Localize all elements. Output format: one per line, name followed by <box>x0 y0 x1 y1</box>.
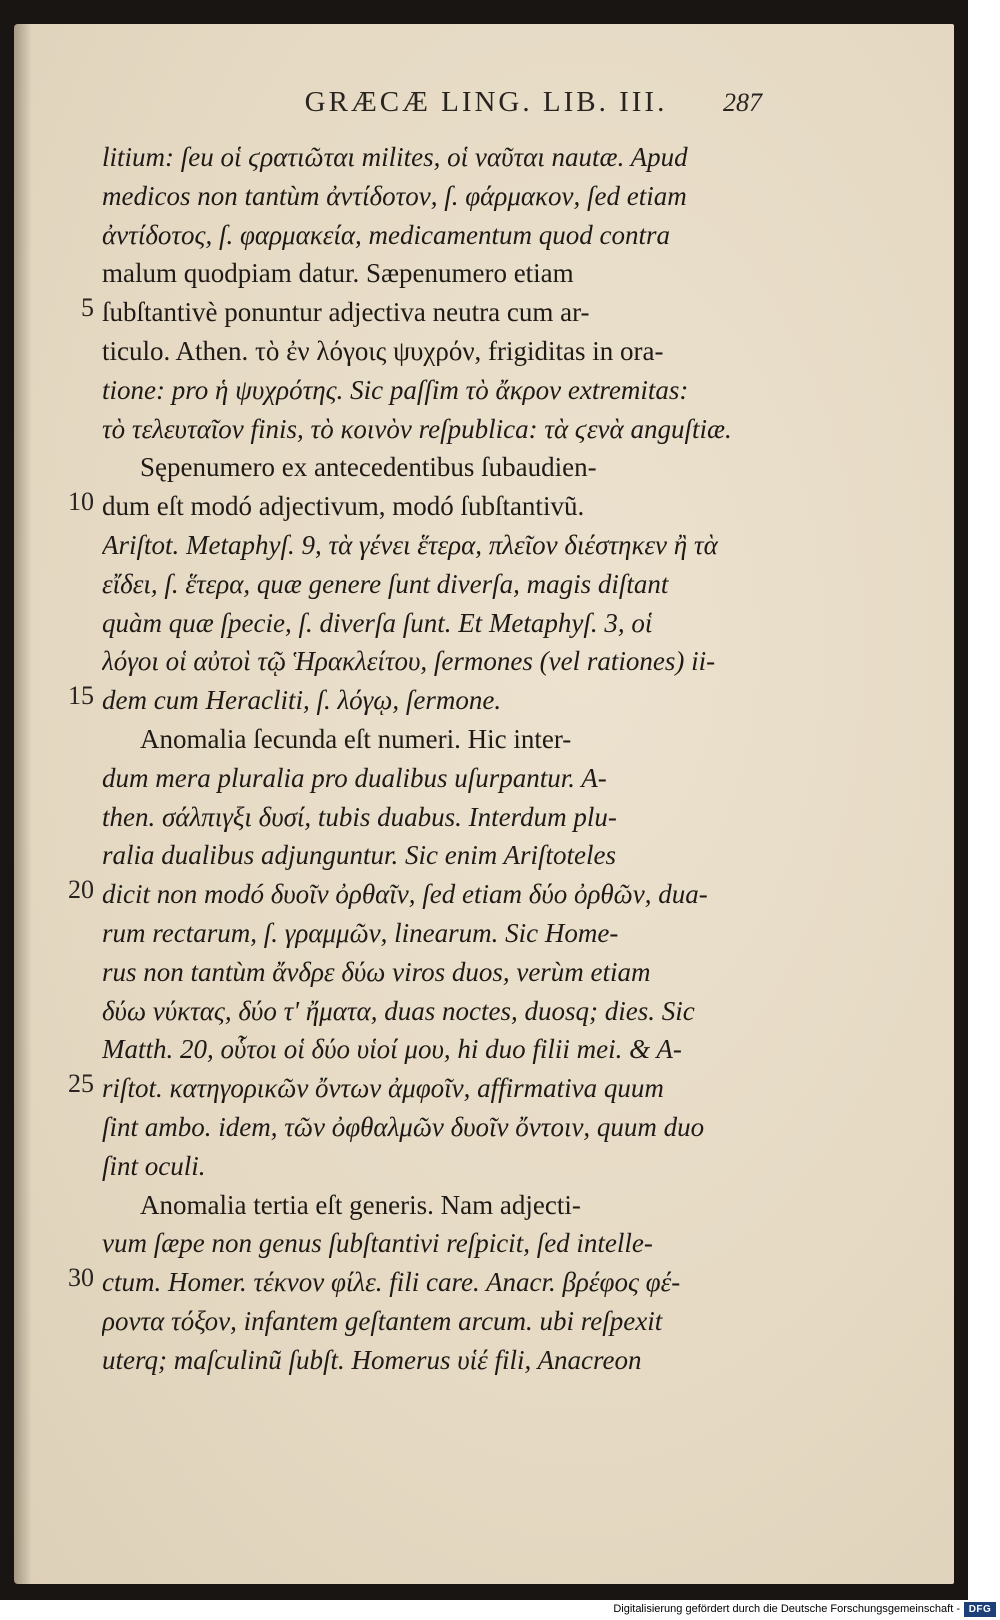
text-line: rum rectarum, ſ. γραμμῶν, linearum. Sic Home- <box>102 917 619 948</box>
text-line: δύω νύκτας, δύο τ' ἤματα, duas noctes, duosq; dies. Sic <box>102 995 695 1026</box>
page-number: 287 <box>723 88 762 117</box>
text-line: Anomalia tertia eſt generis. Nam adjecti- <box>140 1189 581 1220</box>
text-line: ſubſtantivè ponuntur adjectiva neutra cum ar- <box>102 297 590 328</box>
text-line: quàm quæ ſpecie, ſ. diverſa ſunt. Et Metaphyſ. 3, οἱ <box>102 607 653 638</box>
text-line: εἴδει, ſ. ἕτερα, quæ genere ſunt diverſa, magis diſtant <box>102 568 669 599</box>
text-line: ſint oculi. <box>102 1150 206 1181</box>
text-line: ralia dualibus adjunguntur. Sic enim Ariſtoteles <box>102 840 617 871</box>
text-line: rus non tantùm ἄνδρε δύω viros duos, verùm etiam <box>102 956 651 987</box>
text-line: dum mera pluralia pro dualibus uſurpantur. A- <box>102 762 607 793</box>
dfg-logo: DFG <box>964 1602 996 1617</box>
page-gutter-shadow <box>14 24 32 1584</box>
text-line: then. σάλπιγξι δυσί, tubis duabus. Interdum plu- <box>102 801 617 832</box>
text-line: ticulo. Athen. τὸ ἐν λόγοις ψυχρόν, frigiditas in ora- <box>102 335 664 366</box>
text-line: medicos non tantùm ἀντίδοτον, ſ. φάρμακον, ſed etiam <box>102 180 687 211</box>
text-line: ctum. Homer. τέκνον φίλε. fili care. Anacr. βρέφος φέ- <box>102 1267 681 1298</box>
line-number: 20 <box>68 875 94 905</box>
text-block <box>68 138 752 1380</box>
text-line: dum eſt modó adjectivum, modó ſubſtantivũ. <box>102 491 585 522</box>
text-line: Anomalia ſecunda eſt numeri. Hic inter- <box>140 723 572 754</box>
line-number: 15 <box>68 681 94 711</box>
text-line: λόγοι οἱ αὐτοὶ τῷ Ἡρακλείτου, ſermones (vel rationes) ii- <box>102 646 716 677</box>
text-line: Ariſtot. Metaphyſ. 9, τὰ γένει ἕτερα, πλεῖον διέστηκεν ἢ τὰ <box>102 529 718 560</box>
running-head: GRÆCÆ LING. LIB. III. <box>304 86 668 118</box>
text-line: ροντα τόξον, infantem geſtantem arcum. ubi reſpexit <box>102 1305 663 1336</box>
line-number: 30 <box>68 1263 94 1293</box>
text-line: uterq; maſculinũ ſubſt. Homerus υἱέ fili, Anacreon <box>102 1344 642 1375</box>
line-number: 5 <box>81 293 94 323</box>
text-line: Matth. 20, οὗτοι οἱ δύο υἱοί μου, hi duo filii mei. & A- <box>102 1034 682 1065</box>
text-line: Sępenumero ex antecedentibus ſubaudien- <box>140 452 597 483</box>
text-line: ſint ambo. idem, τῶν ὀφθαλμῶν δυοῖν ὄντοιν, quum duo <box>102 1111 705 1142</box>
footer-bar <box>0 1600 1000 1620</box>
text-line: vum ſæpe non genus ſubſtantivi reſpicit, ſed intelle- <box>102 1228 653 1259</box>
text-line: malum quodpiam datur. Sæpenumero etiam <box>102 258 574 289</box>
funding-credit: Digitalisierung gefördert durch die Deutsche Forschungsgemeinschaft - <box>613 1603 960 1615</box>
line-number: 10 <box>68 487 94 517</box>
text-line: tione: pro ἡ ψυχρότης. Sic paſſim τὸ ἄκρον extremitas: <box>102 374 689 405</box>
book-page <box>14 24 954 1584</box>
text-line: dicit non modó δυοῖν ὀρθαῖν, ſed etiam δύο ὀρθῶν, dua- <box>102 879 708 910</box>
text-line: τὸ τελευταῖον finis, τὸ κοινὸν reſpublica: τὰ ϛενὰ anguſtiæ. <box>102 413 732 444</box>
text-line: litium: ſeu οἱ ϛρατιῶται milites, οἱ ναῦται nautæ. Apud <box>102 142 688 172</box>
line-number: 25 <box>68 1069 94 1099</box>
text-line: ἀντίδοτος, ſ. φαρμακεία, medicamentum quod contra <box>102 219 671 250</box>
text-line: riſtot. κατηγορικῶν ὄντων ἀμφοῖν, affirmativa quum <box>102 1073 664 1104</box>
text-line: dem cum Heracliti, ſ. λόγῳ, ſermone. <box>102 685 502 716</box>
